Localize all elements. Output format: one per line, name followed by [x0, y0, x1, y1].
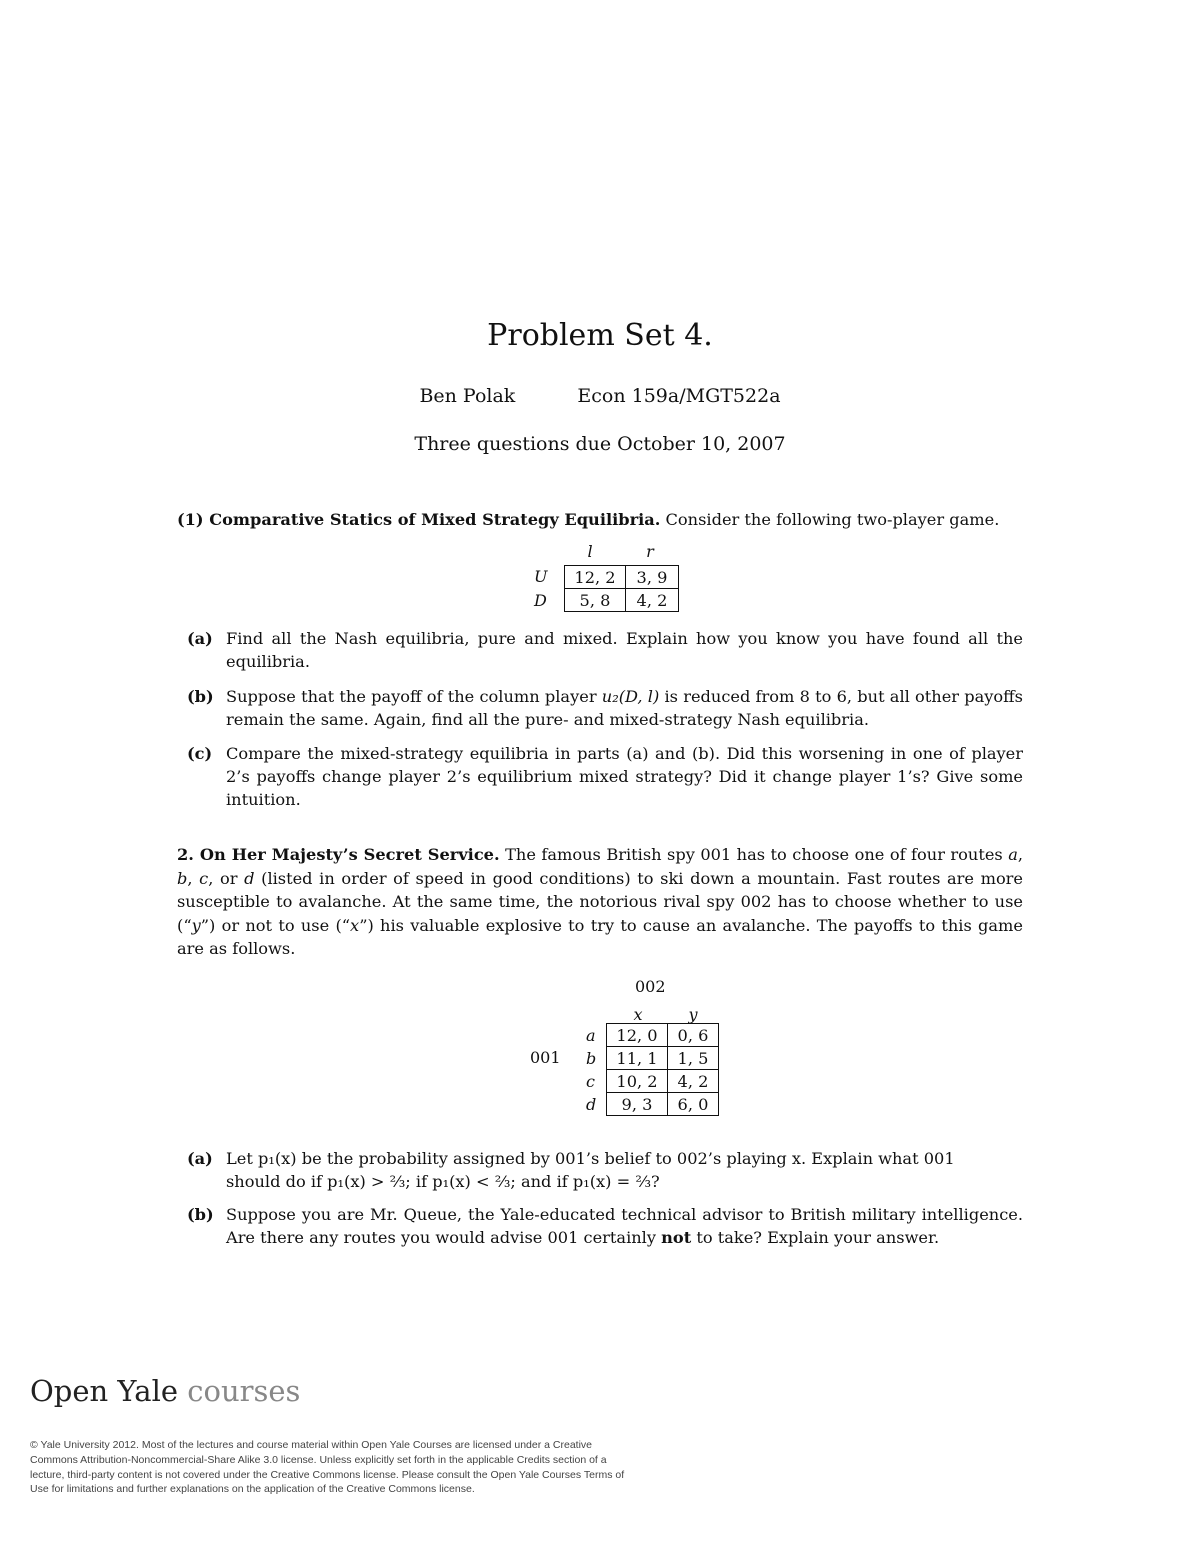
part-text: Let p₁(x) be the probability assigned by 001’s belief to 002’s playing x. Explain what 001 should do if p₁(x) > ⅔; if p₁(x) < ⅔; and if p₁(x) = ⅔?	[226, 1149, 955, 1191]
cell-d-y: 6, 0	[668, 1093, 719, 1116]
open-yale-courses-logo: Open Yale courses	[30, 1374, 301, 1408]
col-player-label: 002	[635, 977, 666, 996]
q1-table	[564, 565, 679, 612]
q1-part-c	[177, 742, 1023, 812]
part-label: (b)	[187, 687, 214, 706]
q2-payoff-matrix	[525, 975, 735, 1125]
row-label-d: d	[586, 1095, 597, 1114]
q1-intro	[177, 508, 1023, 532]
table-row	[607, 1093, 719, 1116]
q1-heading: (1) Comparative Statics of Mixed Strategy Equilibria.	[177, 510, 661, 529]
q1-intro-text: Consider the following two-player game.	[665, 510, 1000, 529]
part-label: (b)	[187, 1205, 214, 1224]
q1-part-a	[177, 627, 1023, 675]
due-date: Three questions due October 10, 2007	[414, 433, 786, 455]
col-label-y: y	[688, 1005, 698, 1024]
part-label: (a)	[187, 1149, 213, 1168]
row-label-U: U	[534, 567, 548, 586]
part-text: Suppose you are Mr. Queue, the Yale-educated technical advisor to British military intelligence. Are there any routes you would advise 001 certainly not to take? Explain your answer.	[226, 1205, 1023, 1247]
cell-a-x: 12, 0	[607, 1024, 668, 1047]
cell-D-l: 5, 8	[565, 589, 626, 612]
q2-intro: 2. On Her Majesty’s Secret Service. The famous British spy 001 has to choose one of four routes a, b, c, or d (listed in order of speed in good conditions) to ski down a mountain. Fast routes are more susceptible to avalanche. At the same time, the notorious rival spy 002 has to choose whether to use (“y”) or not to use (“x”) his valuable explosive to try to cause an avalanche. The payoffs to this game are as follows.	[177, 845, 1024, 958]
table-row	[565, 589, 679, 612]
cell-c-x: 10, 2	[607, 1070, 668, 1093]
table-row	[607, 1024, 719, 1047]
course-code: Econ 159a/MGT522a	[577, 385, 781, 407]
cell-c-y: 4, 2	[668, 1070, 719, 1093]
part-text: Compare the mixed-strategy equilibria in parts (a) and (b). Did this worsening in one of player 2’s payoffs change player 2’s equilibrium mixed strategy? Did it change player 1’s? Give some intuition.	[226, 744, 1023, 809]
q1-part-b	[177, 685, 1023, 733]
page-title: Problem Set 4.	[487, 318, 713, 353]
emphasis-not: not	[661, 1228, 692, 1247]
q2-part-a	[177, 1147, 1023, 1195]
math-expression: u₂(D, l)	[601, 687, 660, 706]
part-text: Suppose that the payoff of the column player u₂(D, l) is reduced from 8 to 6, but all other payoffs remain the same. Again, find all the pure- and mixed-strategy Nash equilibria.	[226, 687, 1023, 729]
cell-d-x: 9, 3	[607, 1093, 668, 1116]
cell-b-x: 11, 1	[607, 1047, 668, 1070]
table-row	[607, 1047, 719, 1070]
author-line	[0, 385, 1200, 407]
part-text: Find all the Nash equilibria, pure and mixed. Explain how you know you have found all the equilibria.	[226, 629, 1023, 671]
q2-part-b	[177, 1203, 1023, 1273]
row-label-c: c	[586, 1072, 595, 1091]
q2-heading: 2. On Her Majesty’s Secret Service.	[177, 845, 500, 864]
cell-U-l: 12, 2	[565, 566, 626, 589]
table-row	[607, 1070, 719, 1093]
cell-D-r: 4, 2	[626, 589, 679, 612]
q1-payoff-matrix	[530, 542, 690, 617]
row-player-label: 001	[530, 1048, 561, 1067]
q2-table	[606, 1023, 719, 1116]
row-label-b: b	[586, 1049, 597, 1068]
row-label-a: a	[586, 1026, 596, 1045]
table-row	[565, 566, 679, 589]
cell-U-r: 3, 9	[626, 566, 679, 589]
col-label-x: x	[633, 1005, 643, 1024]
col-label-r: r	[646, 542, 654, 561]
cell-a-y: 0, 6	[668, 1024, 719, 1047]
row-label-D: D	[534, 591, 547, 610]
license-text: © Yale University 2012. Most of the lectures and course material within Open Yale Courses are licensed under a Creative Commons Attribution-Noncommercial-Share Alike 3.0 license. Unless explicitly set forth in the applicable Credits section of a lecture, third-party content is not covered under the Creative Commons license. Please consult the Open Yale Courses Terms of Use for limitations and further explanations on the application of the Creative Commons license.	[30, 1439, 625, 1496]
cell-b-y: 1, 5	[668, 1047, 719, 1070]
col-label-l: l	[587, 542, 593, 561]
part-label: (a)	[187, 629, 213, 648]
part-label: (c)	[187, 744, 213, 763]
author-name: Ben Polak	[419, 385, 516, 407]
